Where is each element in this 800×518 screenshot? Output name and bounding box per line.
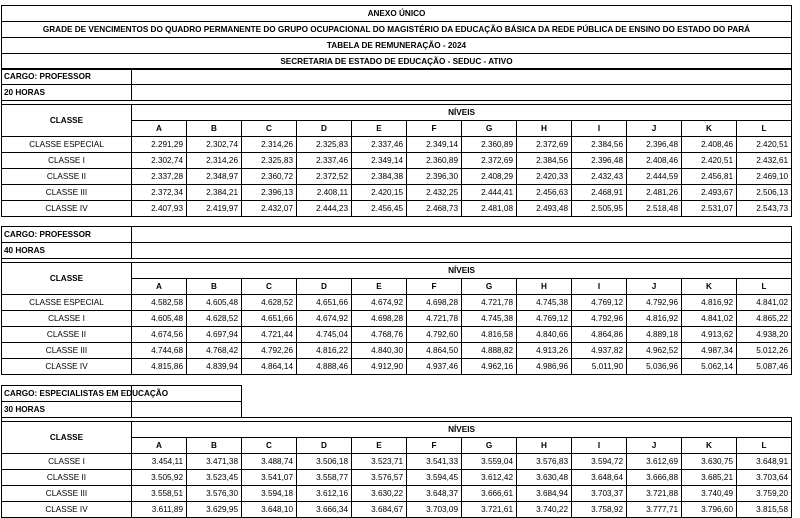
salary-value: 4.745,38	[462, 311, 517, 327]
secretary-title: SECRETARIA DE ESTADO DE EDUCAÇÃO - SEDUC - ATIVO	[2, 54, 792, 70]
hours-label: 30 HORAS	[2, 402, 132, 418]
salary-value: 2.420,33	[517, 169, 572, 185]
salary-value: 4.888,46	[297, 359, 352, 375]
salary-value: 5.062,14	[682, 359, 737, 375]
level-header-k: K	[682, 438, 737, 454]
salary-value: 4.582,58	[132, 295, 187, 311]
salary-value: 2.408,46	[627, 153, 682, 169]
level-header-e: E	[352, 438, 407, 454]
salary-value: 4.697,94	[187, 327, 242, 343]
salary-value: 2.384,56	[517, 153, 572, 169]
table-row	[2, 486, 792, 502]
salary-value: 3.666,34	[297, 502, 352, 518]
level-header-b: B	[187, 438, 242, 454]
salary-value: 4.913,26	[517, 343, 572, 359]
salary-value: 3.685,21	[682, 470, 737, 486]
level-header-l: L	[737, 438, 792, 454]
salary-value: 2.481,26	[627, 185, 682, 201]
table-row	[2, 470, 792, 486]
salary-value: 4.745,38	[517, 295, 572, 311]
classe-name: CLASSE II	[2, 470, 132, 486]
level-header-i: I	[572, 279, 627, 295]
salary-value: 3.523,45	[187, 470, 242, 486]
salary-value: 3.740,22	[517, 502, 572, 518]
level-header-f: F	[407, 121, 462, 137]
salary-value: 2.518,48	[627, 201, 682, 217]
salary-value: 3.648,37	[407, 486, 462, 502]
salary-value: 3.630,75	[682, 454, 737, 470]
salary-value: 2.432,25	[407, 185, 462, 201]
salary-value: 3.684,67	[352, 502, 407, 518]
salary-value: 4.841,02	[682, 311, 737, 327]
salary-value: 2.420,51	[682, 153, 737, 169]
salary-value: 3.541,07	[242, 470, 297, 486]
salary-value: 2.543,73	[737, 201, 792, 217]
salary-value: 3.454,11	[132, 454, 187, 470]
level-header-h: H	[517, 438, 572, 454]
niveis-header: NÍVEIS	[132, 422, 792, 438]
salary-value: 3.721,88	[627, 486, 682, 502]
blank-cell	[132, 227, 792, 243]
salary-value: 3.777,71	[627, 502, 682, 518]
salary-value: 4.605,48	[132, 311, 187, 327]
salary-value: 4.912,90	[352, 359, 407, 375]
salary-value: 4.674,56	[132, 327, 187, 343]
salary-value: 2.469,10	[737, 169, 792, 185]
classe-name: CLASSE ESPECIAL	[2, 295, 132, 311]
table-row	[2, 359, 792, 375]
salary-value: 3.684,94	[517, 486, 572, 502]
salary-value: 2.396,30	[407, 169, 462, 185]
hours-label: 20 HORAS	[2, 85, 132, 101]
salary-value: 4.674,92	[352, 295, 407, 311]
salary-value: 3.594,45	[407, 470, 462, 486]
salary-value: 2.432,61	[737, 153, 792, 169]
salary-value: 2.384,38	[352, 169, 407, 185]
level-header-c: C	[242, 438, 297, 454]
salary-value: 2.291,29	[132, 137, 187, 153]
section-table-3	[1, 385, 792, 518]
salary-value: 3.541,33	[407, 454, 462, 470]
salary-value: 4.840,66	[517, 327, 572, 343]
salary-value: 4.864,50	[407, 343, 462, 359]
salary-value: 4.937,82	[572, 343, 627, 359]
salary-value: 4.721,78	[407, 311, 462, 327]
classe-header: CLASSE	[2, 422, 132, 454]
salary-value: 2.396,48	[572, 153, 627, 169]
blank-cell	[132, 243, 792, 259]
salary-value: 4.816,92	[682, 295, 737, 311]
salary-value: 3.611,89	[132, 502, 187, 518]
salary-value: 2.408,11	[297, 185, 352, 201]
table-row	[2, 502, 792, 518]
salary-value: 4.865,22	[737, 311, 792, 327]
level-header-d: D	[297, 438, 352, 454]
classe-name: CLASSE IV	[2, 359, 132, 375]
salary-value: 3.630,48	[517, 470, 572, 486]
salary-value: 2.531,07	[682, 201, 737, 217]
salary-value: 2.384,21	[187, 185, 242, 201]
level-header-f: F	[407, 279, 462, 295]
level-header-i: I	[572, 438, 627, 454]
level-header-d: D	[297, 121, 352, 137]
table-row	[2, 153, 792, 169]
salary-value: 3.703,37	[572, 486, 627, 502]
salary-value: 4.816,22	[297, 343, 352, 359]
salary-value: 2.337,28	[132, 169, 187, 185]
level-header-c: C	[242, 279, 297, 295]
classe-name: CLASSE I	[2, 153, 132, 169]
salary-value: 4.962,52	[627, 343, 682, 359]
salary-value: 4.698,28	[407, 295, 462, 311]
header-table	[1, 5, 792, 70]
cargo-label: CARGO: PROFESSOR	[2, 227, 132, 243]
salary-value: 3.612,16	[297, 486, 352, 502]
salary-value: 2.337,46	[352, 137, 407, 153]
salary-value: 3.648,91	[737, 454, 792, 470]
salary-value: 4.987,34	[682, 343, 737, 359]
salary-value: 4.721,44	[242, 327, 297, 343]
salary-value: 4.792,96	[627, 295, 682, 311]
salary-value: 2.456,45	[352, 201, 407, 217]
salary-value: 4.651,66	[242, 311, 297, 327]
salary-value: 2.444,59	[627, 169, 682, 185]
salary-value: 4.651,66	[297, 295, 352, 311]
salary-value: 2.396,48	[627, 137, 682, 153]
salary-value: 3.559,04	[462, 454, 517, 470]
level-header-b: B	[187, 121, 242, 137]
salary-value: 4.841,02	[737, 295, 792, 311]
salary-value: 2.314,26	[187, 153, 242, 169]
cargo-label: CARGO: PROFESSOR	[2, 69, 132, 85]
salary-value: 2.506,13	[737, 185, 792, 201]
table-row	[2, 201, 792, 217]
table-row	[2, 454, 792, 470]
classe-name: CLASSE I	[2, 454, 132, 470]
salary-value: 4.768,76	[352, 327, 407, 343]
salary-value: 3.576,57	[352, 470, 407, 486]
salary-value: 3.759,20	[737, 486, 792, 502]
classe-header: CLASSE	[2, 263, 132, 295]
salary-value: 2.456,81	[682, 169, 737, 185]
salary-value: 4.768,42	[187, 343, 242, 359]
level-header-h: H	[517, 279, 572, 295]
salary-value: 4.674,92	[297, 311, 352, 327]
salary-value: 3.758,92	[572, 502, 627, 518]
salary-value: 2.372,52	[297, 169, 352, 185]
section-table-1	[1, 68, 792, 217]
salary-value: 5.087,46	[737, 359, 792, 375]
level-header-l: L	[737, 279, 792, 295]
salary-value: 4.605,48	[187, 295, 242, 311]
level-header-k: K	[682, 279, 737, 295]
classe-name: CLASSE III	[2, 185, 132, 201]
niveis-header: NÍVEIS	[132, 105, 792, 121]
salary-value: 4.721,78	[462, 295, 517, 311]
grade-title: GRADE DE VENCIMENTOS DO QUADRO PERMANENTE DO GRUPO OCUPACIONAL DO MAGISTÉRIO DA EDUCAÇÃO BÁSICA DA REDE PÚBLICA DE ENSINO DO ESTADO DO PARÁ	[2, 22, 792, 38]
salary-value: 2.302,74	[187, 137, 242, 153]
level-header-a: A	[132, 121, 187, 137]
salary-value: 3.703,64	[737, 470, 792, 486]
salary-value: 3.666,88	[627, 470, 682, 486]
salary-value: 4.889,18	[627, 327, 682, 343]
salary-value: 2.325,83	[297, 137, 352, 153]
classe-name: CLASSE ESPECIAL	[2, 137, 132, 153]
blank-cell	[132, 69, 792, 85]
classe-name: CLASSE III	[2, 343, 132, 359]
salary-value: 2.337,46	[297, 153, 352, 169]
salary-value: 3.815,58	[737, 502, 792, 518]
salary-value: 5.036,96	[627, 359, 682, 375]
table-row	[2, 327, 792, 343]
salary-value: 3.523,71	[352, 454, 407, 470]
classe-name: CLASSE I	[2, 311, 132, 327]
level-header-f: F	[407, 438, 462, 454]
level-header-d: D	[297, 279, 352, 295]
salary-value: 2.468,73	[407, 201, 462, 217]
salary-value: 3.666,61	[462, 486, 517, 502]
salary-value: 4.938,20	[737, 327, 792, 343]
table-row	[2, 311, 792, 327]
salary-value: 2.432,43	[572, 169, 627, 185]
salary-value: 3.629,95	[187, 502, 242, 518]
salary-value: 4.815,86	[132, 359, 187, 375]
salary-value: 3.594,72	[572, 454, 627, 470]
level-header-e: E	[352, 121, 407, 137]
level-header-j: J	[627, 121, 682, 137]
salary-value: 2.384,56	[572, 137, 627, 153]
salary-value: 4.816,58	[462, 327, 517, 343]
salary-value: 3.506,18	[297, 454, 352, 470]
salary-value: 4.888,82	[462, 343, 517, 359]
salary-value: 2.372,34	[132, 185, 187, 201]
cargo-label: CARGO: ESPECIALISTAS EM EDUCAÇÃO	[2, 386, 132, 402]
salary-value: 2.493,67	[682, 185, 737, 201]
salary-value: 4.839,94	[187, 359, 242, 375]
salary-value: 2.456,63	[517, 185, 572, 201]
salary-value: 4.792,96	[572, 311, 627, 327]
salary-value: 2.408,29	[462, 169, 517, 185]
salary-value: 3.796,60	[682, 502, 737, 518]
salary-value: 2.444,41	[462, 185, 517, 201]
salary-value: 4.792,60	[407, 327, 462, 343]
classe-name: CLASSE IV	[2, 201, 132, 217]
salary-value: 3.612,69	[627, 454, 682, 470]
salary-value: 2.432,07	[242, 201, 297, 217]
salary-value: 4.962,16	[462, 359, 517, 375]
salary-value: 3.721,61	[462, 502, 517, 518]
salary-value: 2.396,13	[242, 185, 297, 201]
salary-value: 4.628,52	[242, 295, 297, 311]
level-header-a: A	[132, 279, 187, 295]
salary-value: 3.558,77	[297, 470, 352, 486]
level-header-c: C	[242, 121, 297, 137]
table-title: TABELA DE REMUNERAÇÃO - 2024	[2, 38, 792, 54]
classe-name: CLASSE IV	[2, 502, 132, 518]
classe-name: CLASSE III	[2, 486, 132, 502]
level-header-l: L	[737, 121, 792, 137]
salary-value: 4.937,46	[407, 359, 462, 375]
salary-value: 4.816,92	[627, 311, 682, 327]
salary-value: 3.576,30	[187, 486, 242, 502]
level-header-i: I	[572, 121, 627, 137]
salary-value: 2.372,69	[517, 137, 572, 153]
hours-label: 40 HORAS	[2, 243, 132, 259]
table-row	[2, 169, 792, 185]
salary-value: 2.468,91	[572, 185, 627, 201]
classe-name: CLASSE II	[2, 327, 132, 343]
level-header-g: G	[462, 438, 517, 454]
salary-value: 4.745,04	[297, 327, 352, 343]
salary-value: 3.648,10	[242, 502, 297, 518]
salary-value: 4.769,12	[572, 295, 627, 311]
salary-value: 3.648,64	[572, 470, 627, 486]
classe-header: CLASSE	[2, 105, 132, 137]
salary-value: 2.420,51	[737, 137, 792, 153]
salary-value: 4.864,14	[242, 359, 297, 375]
salary-value: 2.360,89	[462, 137, 517, 153]
salary-value: 4.769,12	[517, 311, 572, 327]
blank-cell	[132, 402, 242, 418]
level-header-g: G	[462, 121, 517, 137]
salary-value: 3.488,74	[242, 454, 297, 470]
salary-value: 3.576,83	[517, 454, 572, 470]
salary-value: 5.012,26	[737, 343, 792, 359]
table-row	[2, 295, 792, 311]
annex-title: ANEXO ÚNICO	[2, 6, 792, 22]
salary-value: 4.698,28	[352, 311, 407, 327]
level-header-j: J	[627, 279, 682, 295]
salary-value: 2.419,97	[187, 201, 242, 217]
level-header-j: J	[627, 438, 682, 454]
salary-value: 2.314,26	[242, 137, 297, 153]
level-header-h: H	[517, 121, 572, 137]
salary-value: 4.792,26	[242, 343, 297, 359]
classe-name: CLASSE II	[2, 169, 132, 185]
salary-value: 2.505,95	[572, 201, 627, 217]
level-header-b: B	[187, 279, 242, 295]
salary-value: 4.864,86	[572, 327, 627, 343]
level-header-k: K	[682, 121, 737, 137]
niveis-header: NÍVEIS	[132, 263, 792, 279]
salary-value: 2.493,48	[517, 201, 572, 217]
salary-value: 5.011,90	[572, 359, 627, 375]
salary-value: 2.349,14	[352, 153, 407, 169]
salary-value: 2.408,46	[682, 137, 737, 153]
salary-value: 2.372,69	[462, 153, 517, 169]
salary-value: 4.744,68	[132, 343, 187, 359]
salary-value: 2.360,72	[242, 169, 297, 185]
salary-value: 3.703,09	[407, 502, 462, 518]
salary-value: 2.325,83	[242, 153, 297, 169]
salary-value: 4.913,62	[682, 327, 737, 343]
salary-value: 2.481,08	[462, 201, 517, 217]
blank-cell	[132, 85, 792, 101]
salary-value: 2.420,15	[352, 185, 407, 201]
salary-value: 4.840,30	[352, 343, 407, 359]
table-row	[2, 137, 792, 153]
salary-value: 2.349,14	[407, 137, 462, 153]
level-header-a: A	[132, 438, 187, 454]
salary-value: 3.630,22	[352, 486, 407, 502]
section-table-2	[1, 226, 792, 375]
level-header-g: G	[462, 279, 517, 295]
salary-value: 2.348,97	[187, 169, 242, 185]
salary-value: 2.302,74	[132, 153, 187, 169]
table-row	[2, 185, 792, 201]
salary-value: 4.986,96	[517, 359, 572, 375]
level-header-e: E	[352, 279, 407, 295]
salary-value: 3.740,49	[682, 486, 737, 502]
salary-value: 3.594,18	[242, 486, 297, 502]
salary-value: 2.360,89	[407, 153, 462, 169]
salary-value: 2.444,23	[297, 201, 352, 217]
salary-value: 3.612,42	[462, 470, 517, 486]
salary-value: 3.505,92	[132, 470, 187, 486]
salary-value: 3.471,38	[187, 454, 242, 470]
salary-value: 3.558,51	[132, 486, 187, 502]
salary-value: 2.407,93	[132, 201, 187, 217]
table-row	[2, 343, 792, 359]
salary-value: 4.628,52	[187, 311, 242, 327]
